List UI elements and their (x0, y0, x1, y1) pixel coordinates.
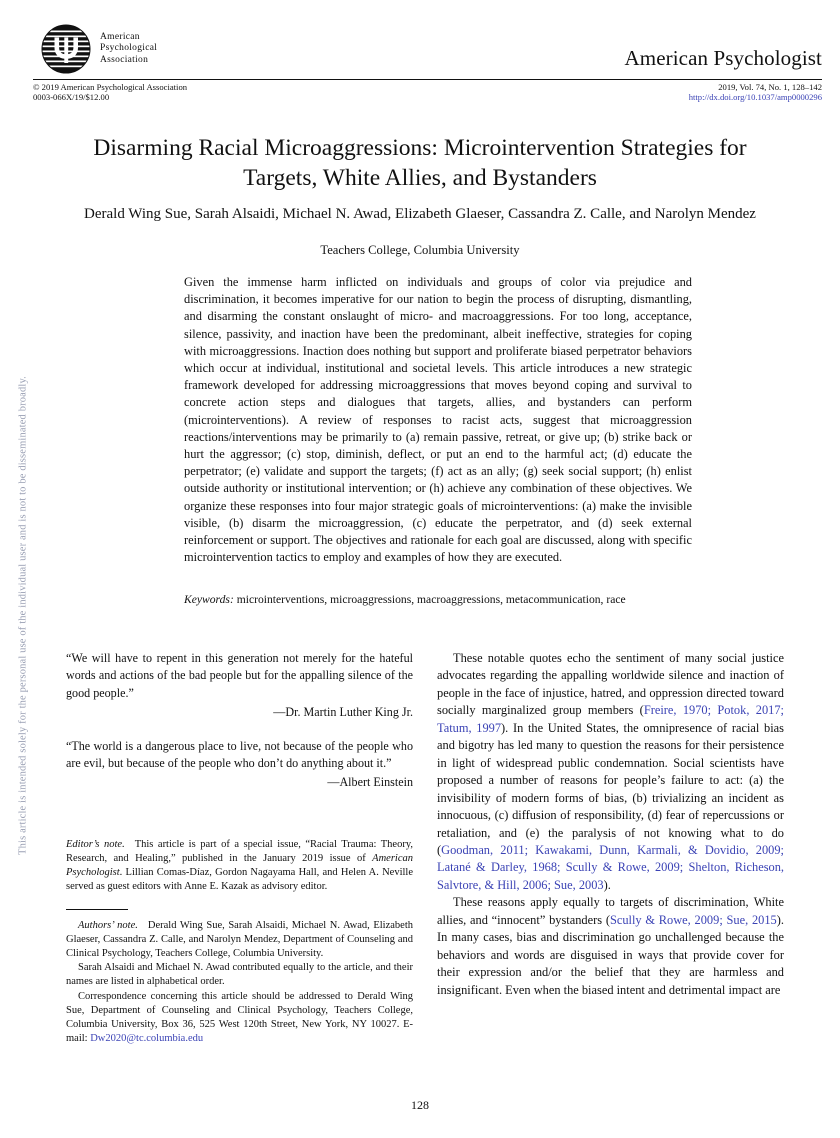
abstract: Given the immense harm inflicted on individuals and groups of color via prejudice and discrimination, it becomes imperative for our nation to begin the process of disrupting, dismantling, and disarming the constant onslaught of micro- and macroaggressions. For too long, acceptance, silence, passivity, and inaction have been the predominant, albeit ineffective, strategies for coping with microaggressions. Inaction does nothing but support and proliferate biased perpetrator behaviors which occur at individual, institutional and societal levels. This article introduces a new strategic framework developed for addressing microaggressions that moves beyond coping and survival to concrete action steps and dialogues that targets, allies, and bystanders can perform (microinterventions). A review of responses to racist acts, suggest that microaggression reactions/interventions may be primarily to (a) remain passive, retreat, or give up; (b) strike back or hurt the aggressor; (c) stop, diminish, deflect, or put an end to the harmful act; (d) educate the perpetrator; (e) validate and support the targets; (f) act as an ally; (g) seek social support; (h) enlist outside authority or institutional intervention; or (h) achieve any combination of these objectives. We organize these responses into four major strategic goals of microinterventions: (a) make the invisible visible, (b) disarm the microaggression, (c) educate the perpetrator, and (d) seek external reinforcement or support. The objectives and rationale for each goal are discussed, along with specific microintervention tactics to employ and examples of how they are executed. (184, 275, 692, 565)
citation-link[interactable]: Potok, 2017 (717, 703, 781, 718)
authors-note-text: Derald Wing Sue, Sarah Alsaidi, Michael N. Awad, Elizabeth Glaeser, Cassandra Z. Calle, and Narolyn Mendez, Department of Counseling and Clinical Psychology, Teachers College, Columbia University. (66, 919, 413, 960)
usage-notice: This article is intended solely for the personal use of the individual user and is not to be disseminated broadly. (17, 376, 29, 855)
editors-note-text-1: This article is part of a special issue, “Racial Trauma: Theory, Research, and Healing,” published in the January 2019 issue of (66, 838, 414, 865)
apa-wordmark-line1: American (100, 31, 140, 42)
keywords-value: microinterventions, microaggressions, macroaggressions, metacommunication, race (236, 593, 626, 606)
quote-attribution: —Albert Einstein (327, 775, 413, 790)
citation-separator: ; (707, 703, 718, 718)
correspondence-paragraph (66, 990, 413, 1047)
author-list: Derald Wing Sue, Sarah Alsaidi, Michael N. Awad, Elizabeth Glaeser, Cassandra Z. Calle, and Narolyn Mendez (84, 206, 756, 222)
authors-note-label: Authors’ note. (78, 919, 138, 931)
body-text: ). In many cases, bias and discrimination go unchallenged because the behaviors and words are disguised in ways that provide cover for their expression and/or the belief that they are harmless and insignificant. Even when the biased intent and detrimental impact are (437, 912, 784, 997)
body-text: These notable quotes echo the sentiment of many social justice advocates regarding the appalling worldwide silence and inaction of people in the face of injustice, hatred, and oppression directed toward socially marginalized group members ( (437, 651, 784, 718)
citation-link[interactable]: Goodman, 2011 (441, 842, 525, 857)
body-text: ). (603, 877, 611, 892)
apa-logo (41, 24, 157, 74)
citation-separator: ; (780, 703, 784, 718)
authors-note-paragraph (66, 919, 413, 962)
apa-wordmark-line3: Association (100, 54, 149, 65)
citation-link[interactable]: Sue, 2003 (554, 877, 604, 892)
apa-wordmark (100, 32, 157, 67)
citation-separator: ; (679, 860, 689, 875)
citation-link[interactable]: Sue, 2015 (726, 912, 777, 927)
apa-seal-icon (41, 24, 91, 74)
doi-link[interactable]: http://dx.doi.org/10.1037/amp0000296 (688, 92, 822, 103)
footnote-divider (66, 909, 128, 910)
editors-note (66, 838, 413, 895)
citation-separator: ; (524, 842, 536, 857)
issue-line: 2019, Vol. 74, No. 1, 128–142 (718, 82, 822, 92)
journal-title: American Psychologist (624, 46, 822, 70)
citation-separator: ; (719, 912, 727, 927)
email-link[interactable]: Dw2020@tc.columbia.edu (90, 1033, 204, 1045)
page-number: 128 (411, 1098, 429, 1112)
editors-note-text-2: . Lillian Comas-Díaz, Gordon Nagayama Hall, and Helen A. Neville served as guest editors with Anne E. Kazak as advisory editor. (66, 867, 413, 893)
issue-block (689, 82, 822, 103)
citation-separator: ; (780, 842, 784, 857)
citation-link[interactable]: Tatum, 1997 (437, 720, 502, 735)
citation-link[interactable]: Latané & Darley, 1968 (437, 860, 558, 875)
apa-wordmark-line2: Psychological (100, 43, 158, 54)
masthead-divider (33, 79, 822, 80)
copyright-block (33, 82, 187, 103)
quote-attribution: —Dr. Martin Luther King Jr. (273, 705, 413, 720)
editors-note-label: Editor’s note. (66, 838, 125, 850)
citation-separator: ; (547, 877, 555, 892)
body-paragraph (437, 894, 784, 999)
citation-link[interactable]: Kawakami, Dunn, Karmali, & Dovidio, 2009 (535, 842, 781, 857)
body-text: ). In the United States, the omnipresence of racial bias and bigotry has led many to question the reasons for their persistence in light of widespread public condemnation. Social scientists have proposed a number of reasons for people’s failure to act: (a) the invisibility of modern forms of bias, (b) trivializing an incident as innocuous, (c) diffusion of responsibility, (d) fear of repercussions or retaliation, and (e) the paralysis of not knowing what to do ( (437, 720, 784, 857)
copyright-line: © 2019 American Psychological Association (33, 82, 188, 92)
page-title: Disarming Racial Microaggressions: Microintervention Strategies for Targets, White Allies, and Bystanders (93, 135, 747, 191)
masthead (33, 22, 822, 80)
quote-text: “We will have to repent in this generation not merely for the hateful words and actions of the bad people but for the appalling silence of the good people.” (66, 651, 413, 700)
affiliation: Teachers College, Columbia University (320, 243, 520, 257)
body-paragraph (437, 650, 784, 894)
citation-link[interactable]: Scully & Rowe, 2009 (609, 912, 720, 927)
correspondence-text: Correspondence concerning this article should be addressed to Derald Wing Sue, Department of Counseling and Clinical Psychology, Teachers College, Columbia University, Box 36, 525 West 120th Street, New York, NY 10027. E-mail: (66, 990, 413, 1045)
citation-link[interactable]: Shelton, Richeson, Salvtore, & Hill, 2006 (437, 860, 785, 892)
body-text: These reasons apply equally to targets of discrimination, White allies, and “innocent” bystanders ( (437, 895, 784, 927)
left-column (66, 650, 413, 1046)
keywords (184, 592, 692, 608)
issn-line: 0003-066X/19/$12.00 (33, 92, 110, 103)
right-column (437, 650, 784, 999)
citation-link[interactable]: Scully & Rowe, 2009 (565, 860, 680, 875)
editors-note-journal: American Psychologist (66, 853, 413, 879)
quote-text: “The world is a dangerous place to live, not because of the people who are evil, but because of the people who don’t do anything about it.” (66, 738, 413, 771)
keywords-label: Keywords: (184, 593, 234, 606)
authors-note-paragraph: Sarah Alsaidi and Michael N. Awad contributed equally to the article, and their names are listed in alphabetical order. (66, 962, 413, 988)
citation-separator: ; (557, 860, 566, 875)
citation-link[interactable]: Freire, 1970 (643, 703, 708, 718)
